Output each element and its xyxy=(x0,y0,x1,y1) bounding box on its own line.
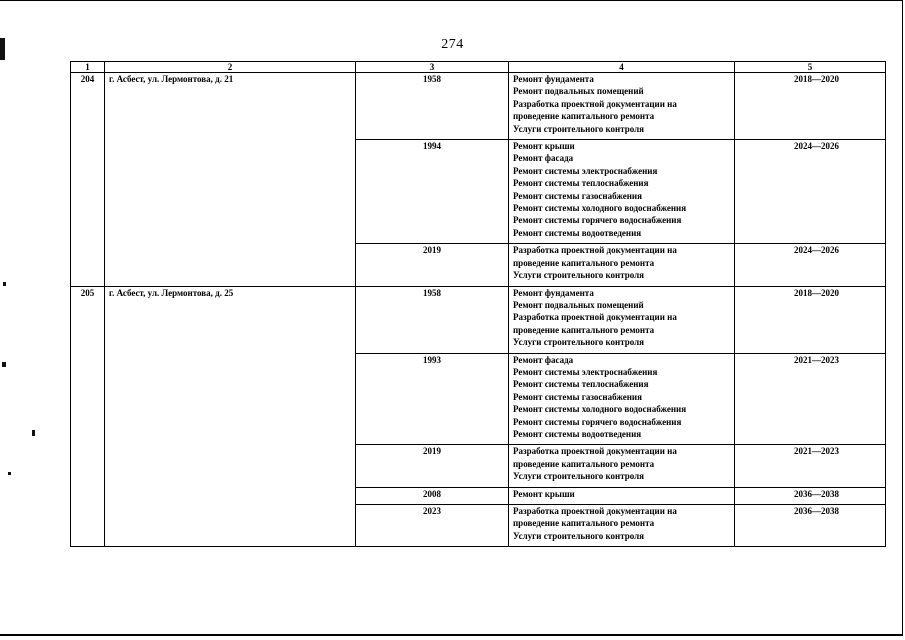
period-cell: 2018—2020 xyxy=(735,286,886,353)
year-cell: 2008 xyxy=(356,487,509,504)
year-cell: 2019 xyxy=(356,445,509,487)
work-item: Разработка проектной документации на xyxy=(513,98,677,109)
works-cell xyxy=(509,487,735,504)
building-address: г. Асбест, ул. Лермонтова, д. 25 xyxy=(105,286,356,547)
work-item: Ремонт системы электроснабжения xyxy=(513,165,658,176)
repair-schedule-table xyxy=(70,61,886,547)
work-item: проведение капитального ремонта xyxy=(513,324,655,335)
work-item: Ремонт подвальных помещений xyxy=(513,86,644,97)
year-cell: 1994 xyxy=(356,140,509,244)
row-number: 204 xyxy=(71,73,105,287)
work-item: Ремонт фундамента xyxy=(513,74,594,84)
work-item: проведение капитального ремонта xyxy=(513,111,655,122)
period-cell: 2036—2038 xyxy=(735,505,886,547)
column-header: 5 xyxy=(735,62,886,73)
scan-mark xyxy=(32,430,35,436)
work-item: Ремонт системы электроснабжения xyxy=(513,366,658,377)
work-item: Услуги строительного контроля xyxy=(513,471,645,482)
work-item: Услуги строительного контроля xyxy=(513,337,645,348)
header-row xyxy=(71,62,886,73)
row-number: 205 xyxy=(71,286,105,547)
work-item: Разработка проектной документации на xyxy=(513,245,677,256)
period-cell: 2024—2026 xyxy=(735,140,886,244)
work-item: Ремонт крыши xyxy=(513,141,575,152)
scan-mark xyxy=(0,38,5,60)
work-item: Услуги строительного контроля xyxy=(513,270,645,281)
year-cell: 2023 xyxy=(356,505,509,547)
work-item: Услуги строительного контроля xyxy=(513,530,645,541)
column-header: 2 xyxy=(105,62,356,73)
work-item: Ремонт крыши xyxy=(513,488,575,499)
work-item: Ремонт системы горячего водоснабжения xyxy=(513,215,682,226)
scan-mark xyxy=(8,472,11,475)
work-item: Ремонт системы теплоснабжения xyxy=(513,178,649,189)
period-cell: 2024—2026 xyxy=(735,244,886,286)
year-cell: 2019 xyxy=(356,244,509,286)
works-cell xyxy=(509,353,735,445)
work-item: Ремонт фундамента xyxy=(513,287,594,298)
works-cell xyxy=(509,445,735,487)
work-item: Услуги строительного контроля xyxy=(513,123,645,134)
year-cell: 1993 xyxy=(356,353,509,445)
work-item: Ремонт системы холодного водоснабжения xyxy=(513,404,687,415)
period-cell: 2021—2023 xyxy=(735,445,886,487)
scan-mark xyxy=(3,282,6,286)
year-cell: 1958 xyxy=(356,73,509,140)
table-row xyxy=(71,73,886,140)
work-item: Ремонт системы газоснабжения xyxy=(513,391,642,402)
period-cell: 2018—2020 xyxy=(735,73,886,140)
work-item: Ремонт фасада xyxy=(513,153,574,164)
works-cell xyxy=(509,73,735,140)
work-item: Разработка проектной документации на xyxy=(513,506,677,516)
year-cell: 1958 xyxy=(356,286,509,353)
scan-mark xyxy=(2,362,6,367)
work-item: проведение капитального ремонта xyxy=(513,518,655,529)
page-number: 274 xyxy=(441,37,464,52)
work-item: Ремонт системы водоотведения xyxy=(513,428,642,439)
work-item: Ремонт подвальных помещений xyxy=(513,299,644,310)
work-item: Ремонт системы газоснабжения xyxy=(513,190,642,201)
work-item: Ремонт системы водоотведения xyxy=(513,227,642,238)
works-cell xyxy=(509,140,735,244)
work-item: Ремонт системы теплоснабжения xyxy=(513,379,649,390)
period-cell: 2036—2038 xyxy=(735,487,886,504)
work-item: проведение капитального ремонта xyxy=(513,458,655,469)
period-cell: 2021—2023 xyxy=(735,353,886,445)
building-address: г. Асбест, ул. Лермонтова, д. 21 xyxy=(105,73,356,287)
work-item: Разработка проектной документации на xyxy=(513,312,677,323)
work-item: Ремонт системы горячего водоснабжения xyxy=(513,416,682,427)
work-item: проведение капитального ремонта xyxy=(513,257,655,268)
works-cell xyxy=(509,286,735,353)
table-row xyxy=(71,286,886,353)
table-body xyxy=(71,73,886,547)
work-item: Разработка проектной документации на xyxy=(513,446,677,457)
work-item: Ремонт системы холодного водоснабжения xyxy=(513,203,687,214)
works-cell xyxy=(509,505,735,547)
work-item: Ремонт фасада xyxy=(513,354,574,365)
works-cell xyxy=(509,244,735,286)
column-header: 3 xyxy=(356,62,509,73)
column-header: 1 xyxy=(71,62,105,73)
column-header: 4 xyxy=(509,62,735,73)
